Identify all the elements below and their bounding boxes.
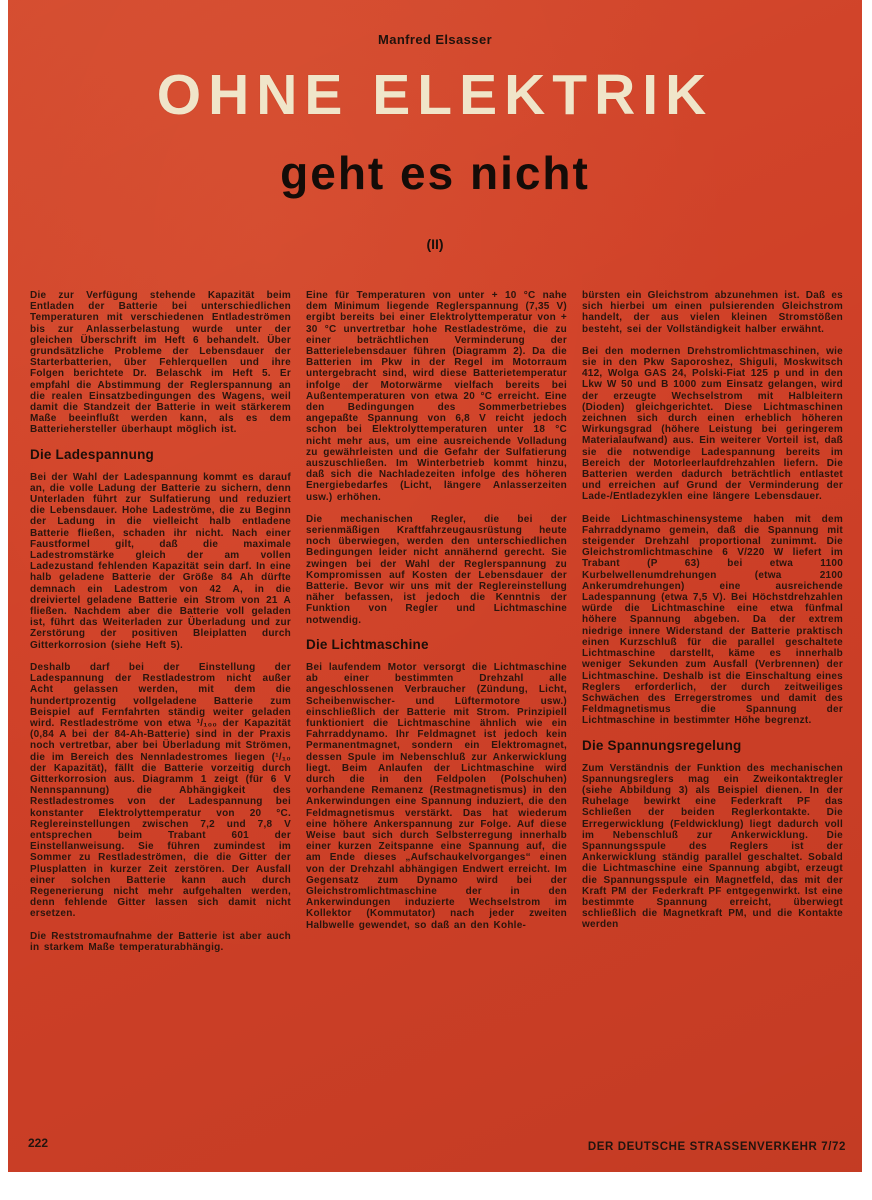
paragraph: Die mechanischen Regler, die bei der serienmäßigen Kraftfahrzeugausrüstung heute noch überwiegen, werden den unterschiedlichen Bedingungen leider nicht annähernd gerecht. Sie zwingen bei der Wahl der Reglerspannung zu Kompromissen auf Kosten der Lebensdauer der Batterie. Bevor wir uns mit der Reglereinstellung näher befassen, ist jedoch die Kenntnis der Funktion von Regler und Lichtmaschine notwendig. (306, 513, 567, 626)
paragraph: Beide Lichtmaschinensysteme haben mit dem Fahrraddynamo gemein, daß die Spannung mit steigender Drehzahl proportional zunimmt. Die Gleichstromlichtmaschine 6 V/220 W liefert im Trabant (P 63) bei etwa 1100 Kurbelwellenumdrehungen (etwa 2100 Ankerumdrehungen) eine ausreichende Ladespannung (etwa 7,5 V). Bei Höchstdrehzahlen würde die Lichtmaschine eine etwa fünfmal höhere Spannung abgeben. Da der extrem niedrige innere Widerstand der Batterie praktisch einen Kurzschluß für die parallel geschaltete Lichtmaschine darstellt, käme es innerhalb weniger Sekunden zum Ausfall (Verbrennen) der Lichtmaschine. Deshalb ist die Einschaltung eines Reglers erforderlich, der durch zeitweiliges Schwächen des Erregerstromes und damit des Feldmagnetismus die Spannung der Lichtmaschine in bestimmter Höhe begrenzt. (582, 513, 843, 727)
author-byline: Manfred Elsasser (377, 32, 493, 47)
page-title: OHNE ELEKTRIK (156, 63, 714, 127)
paragraph: Bei laufendem Motor versorgt die Lichtmaschine ab einer bestimmten Drehzahl alle angeschlossenen Verbraucher (Zündung, Licht, Scheibenwischer- und Lüftermotore usw.) einschließlich der Batterie mit Strom. Prinzipiell funktioniert die Lichtmaschine ähnlich wie ein Fahrraddynamo. Ihr Feldmagnet ist jedoch kein Permanentmagnet, sondern ein Elektromagnet, dessen Spule im Nebenschluß zur Ankerwicklung liegt. Beim Anlaufen der Lichtmaschine wird durch die in den Feldpolen (Polschuhen) vorhandene Remanenz (Restmagnetismus) in den Ankerwindungen eine Spannung induziert, die den Feldmagnetismus verstärkt. Das hat wiederum eine höhere Ankerspannung zur Folge. Auf diese Weise baut sich durch Selbsterregung innerhalb einer kurzen Zeitspanne eine Spannung auf, die am Ende dieses „Aufschaukelvorganges“ einen von der Drehzahl abhängigen Endwert erreicht. Im Gegensatz zum Dynamo wird bei der Gleichstromlichtmaschine der in den Ankerwindungen induzierte Wechselstrom im Kollektor (Kommutator) nach jeder zweiten Halbwelle gewendet, so daß an den Kohle- (306, 661, 567, 931)
magazine-title: DER DEUTSCHE STRASSENVERKEHR 7/72 (587, 1141, 846, 1153)
column-3 (582, 290, 843, 1122)
paragraph: bürsten ein Gleichstrom abzunehmen ist. Daß es sich hierbei um einen pulsierenden Gleichstrom handelt, der aus vielen kleinen Stromstößen besteht, sei der Vollständigkeit halber erwähnt. (582, 290, 843, 335)
paragraph: Die zur Verfügung stehende Kapazität beim Entladen der Batterie bei unterschiedlichen Temperaturen mit verschiedenen Entladeströmen bis zur Anlasserbelastung wurde unter der gleichen Überschrift im Heft 6 behandelt. Über grundsätzliche Probleme der Lebensdauer der Starterbatterien, über Fehlerquellen und ihre Folgen berichtete Dr. Belaschk im Heft 5. Er empfahl die Abstimmung der Reglerspannung an die realen Einsatzbedingungen des Wagens, weil damit die Standzeit der Batterie in weit stärkerem Maße beeinflußt werden kann, als es dem Batteriehersteller überhaupt möglich ist. (30, 290, 291, 436)
column-2 (306, 290, 567, 1122)
page-number: 222 (28, 1136, 49, 1150)
section-heading-lichtmaschine: Die Lichtmaschine (306, 636, 429, 652)
paragraph: Zum Verständnis der Funktion des mechanischen Spannungsreglers mag ein Zweikontaktregler (siehe Abbildung 3) als Beispiel dienen. In der Ruhelage bewirkt eine Federkraft PF das Schließen der beiden Reglerkontakte. Die Erregerwicklung (Feldwicklung) liegt dadurch voll im Nebenschluß zur Ankerwicklung. Die Spannungsspule des Reglers ist der Ankerwicklung ständig parallel geschaltet. Sobald die Lichtmaschine eine Spannung abgibt, erzeugt die Spannungsspule ein Magnetfeld, das mit der Kraft PM der Federkraft PF entgegenwirkt. Ist eine bestimmte Spannung erreicht, überwiegt schließlich die Magnetkraft PM, und die Kontakte werden (582, 762, 843, 931)
magazine-page (8, 0, 862, 1172)
paragraph: Deshalb darf bei der Einstellung der Ladespannung der Restladestrom nicht außer Acht gelassen werden, mit dem die hundertprozentig vollgeladene Batterie zum Beispiel auf Fernfahrten ständig weiter geladen wird. Restladeströme von etwa ¹/₁₀₀ der Kapazität (0,84 A bei der 84-Ah-Batterie) sind in der Praxis noch vertretbar, aber bei Überladung mit Strömen, die im Bereich des Nennladestromes liegen (¹/₁₀ der Kapazität), fällt die Batterie vorzeitig durch Gitterkorrosion aus. Diagramm 1 zeigt (für 6 V Nennspannung) die Abhängigkeit des Restladestromes von der Ladespannung bei konstanter Elektrolyttemperatur von 20 °C. Reglereinstellungen zwischen 7,2 und 7,8 V entsprechen beim Trabant 601 der Einstellanweisung. Sie führen zumindest im Sommer zu Restladeströmen, die die Gitter der Plusplatten in kurzer Zeit zerstören. Der Ausfall einer solchen Batterie kann auch durch Regenerierung nicht mehr aufgehalten werden, denn fehlende Gitter lassen sich damit nicht ersetzen. (30, 661, 291, 920)
paragraph: Die Reststromaufnahme der Batterie ist aber auch in starkem Maße temperaturabhängig. (30, 930, 291, 953)
column-1 (30, 290, 291, 1122)
page-subtitle: geht es nicht (280, 147, 590, 199)
section-heading-ladespannung: Die Ladespannung (30, 446, 154, 462)
article-columns (8, 290, 862, 1122)
paragraph: Bei der Wahl der Ladespannung kommt es darauf an, die volle Ladung der Batterie zu sichern, denn Unterladen führt zur Sulfatierung und reduziert die Lebensdauer. Hohe Ladeströme, die zu Beginn der Ladung in die vielleicht halb entladene Batterie fließen, schaden ihr nicht. Nach einer Faustformel gilt, daß die maximale Ladestromstärke gleich der am vollen Ladezustand fehlenden Kapazität sein darf. In eine halb geladene Batterie der Größe 84 Ah dürfte demnach ein Ladestrom von 42 A, in die dreiviertel geladene Batterie ein Strom von 21 A fließen. Nachdem aber die Batterie voll geladen ist, führt das Weiterladen zur Überladung und zur Zerstörung der positiven Bleiplatten durch Gitterkorrosion (siehe Heft 5). (30, 471, 291, 651)
paragraph: Bei den modernen Drehstromlichtmaschinen, wie sie in den Pkw Saporoshez, Shiguli, Moskwitsch 412, Wolga GAS 24, Polski-Fiat 125 p und in den Lkw W 50 und B 1000 zum Einsatz gelangen, wird der erzeugte Wechselstrom mit Halbleitern (Dioden) gleichgerichtet. Diese Lichtmaschinen zeichnen sich durch einen erheblich höheren Wirkungsgrad (höhere Leistung bei geringerem Materialaufwand) aus. Ein weiterer Vorteil ist, daß sie die notwendige Ladespannung bereits im Bereich der Motorleerlaufdrehzahlen liefern. Die Batterien werden dadurch beträchtlich entlastet und erreichen auf Grund der Verminderung der Lade-/Entladezyklen eine längere Lebensdauer. (582, 345, 843, 503)
part-number: (II) (426, 236, 444, 252)
section-heading-spannungsregelung: Die Spannungsregelung (582, 737, 742, 753)
paragraph: Eine für Temperaturen von unter + 10 °C nahe dem Minimum liegende Reglerspannung (7,35 V) ergibt bereits bei einer Elektrolyttemperatur von + 30 °C unvertretbar hohe Restladeströme, die zu einer beträchtlichen Verminderung der Batterielebensdauer führen (Diagramm 2). Da die Batterien im Pkw in der Regel im Motorraum untergebracht sind, wird diese Batterietemperatur infolge der Motorwärme vielfach bereits bei Außentemperaturen von etwa 20 °C erreicht. Eine den Bedingungen des Sommerbetriebes angepaßte Spannung von 6,8 V reicht jedoch schon bei Elektrolyttemperaturen unter 18 °C nicht mehr aus, um eine ausreichende Volladung zu gewährleisten und die Gefahr der Sulfatierung auszuschließen. Im Winterbetrieb kommt hinzu, daß sich die Nachladezeiten infolge des höheren Energiebedarfes (Licht, längere Anlasserzeiten usw.) erhöhen. (306, 290, 567, 503)
